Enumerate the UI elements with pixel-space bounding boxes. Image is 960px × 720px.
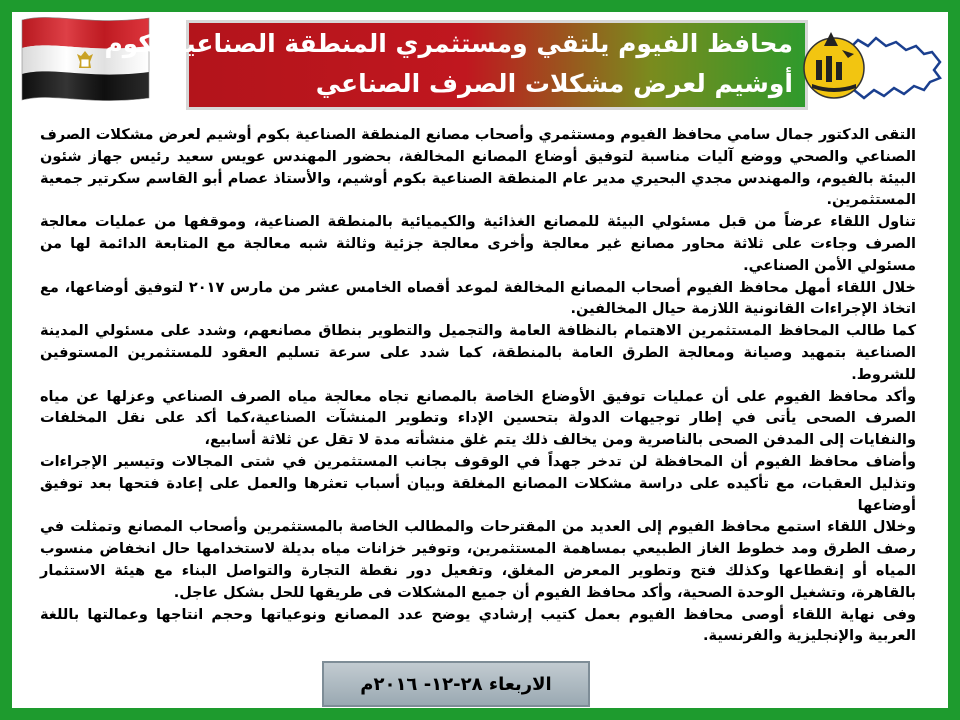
article-paragraph: كما طالب المحافظ المستثمرين الاهتمام بالنظافة العامة والتجميل والتطوير بنطاق مصانعهم، وشدد على مسئولي المدينة الصناعية بتمهيد وصيانة ومعالجة الطرق العامة بالمنطقة، كما شدد على سرعة تسليم العقود للمستثمرين المستوفين للشروط. [40,323,916,383]
article-paragraph: تناول اللقاء عرضاً من قبل مسئولي البيئة للمصانع الغذائية والكيميائية بالمنطقة الصناعية، وموقفها من عمليات معالجة الصرف وجاءت على ثلاثة محاور مصانع غير معالجة وأخرى معالجة جزئية وثالثة شبه معالجة مع المتابعة الدائمة لها من مسئولي الأمن الصناعي. [40,214,916,274]
article-paragraph: خلال اللقاء أمهل محافظ الفيوم أصحاب المصانع المخالفة لموعد أقصاه الخامس عشر من مارس ٢٠١٧ لتوفيق أوضاعها، مع اتخاذ الإجراءات القانونية اللازمة حيال المخالفين. [40,279,916,318]
date-label: الاربعاء ٢٨-١٢- ٢٠١٦م [360,673,552,695]
article-paragraph: التقى الدكتور جمال سامي محافظ الفيوم ومستثمري وأصحاب مصانع المنطقة الصناعية بكوم أوشيم لعرض مشكلات الصرف الصناعي والصحي ووضع آليات مناسبة لتوفيق أوضاع المصانع المخالفة، بحضور المهندس عويس سعيد رئيس جهاز شئون البيئة بالفيوم، والمهندس مجدي البحيري مدير عام المنطقة الصناعية بكوم أوشيم، والأستاذ عصام أبو القاسم سكرتير جمعية المستثمرين. [40,127,916,209]
article-paragraph: وخلال اللقاء استمع محافظ الفيوم إلى العديد من المقترحات والمطالب الخاصة بالمستثمرين وأصحاب المصانع وتمثلت في رصف الطرق ومد خطوط الغاز الطبيعي بمساهمة المستثمرين، وتوفير خزانات مياه بديلة لاستخدامها حال انخفاض منسوب المياه أو إنقطاعها وكذلك فتح وتطوير المعرض المغلق، وتفعيل دور نقطة التجارة والتواصل البناء مع هيئة الاستثمار بالقاهرة، وتشغيل الوحدة الصحية، وأكد محافظ الفيوم أن جميع المشكلات فى طريقها للحل بشكل عاجل. [40,519,916,601]
article-body [40,125,916,648]
fayoum-governorate-logo [798,16,948,116]
article-paragraph: وفى نهاية اللقاء أوصى محافظ الفيوم بعمل كتيب إرشادي يوضح عدد المصانع ونوعياتها وحجم انتاجها وعمالتها باللغة العربية والإنجليزية والفرنسية. [40,606,916,645]
headline-banner [104,20,808,110]
article-paragraph: وأضاف محافظ الفيوم أن المحافظة لن تدخر جهداً في الوقوف بجانب المستثمرين في شتى المجالات وتيسير الإجراءات وتذليل العقبات، مع تأكيده على دراسة مشكلات المصانع المغلقة وبيان أسباب تعثرها والعمل على إعادة فتحها بعد توفيق أوضاعها [40,453,916,514]
headline-line-1: محافظ الفيوم يلتقي ومستثمري المنطقة الصناعية بكوم [104,29,793,58]
egypt-flag-icon [18,12,153,104]
headline-line-2: أوشيم لعرض مشكلات الصرف الصناعي [315,69,793,98]
date-badge [322,661,590,707]
article-paragraph: وأكد محافظ الفيوم على أن عمليات توفيق الأوضاع الخاصة بالمصانع تجاه معالجة مياه الصرف الصناعي وعزلها عن مياه الصرف الصحى يأتى في إطار توجيهات الدولة بتحسين الإداء وتطوير المنشآت الصناعية،كما أكد على نقل المخلفات والنفايات إلى المدفن الصحى بالناصرية ومن يخالف ذلك يتم غلق منشأته مدة لا تقل عن ثلاثة أسابيع، [40,388,916,449]
